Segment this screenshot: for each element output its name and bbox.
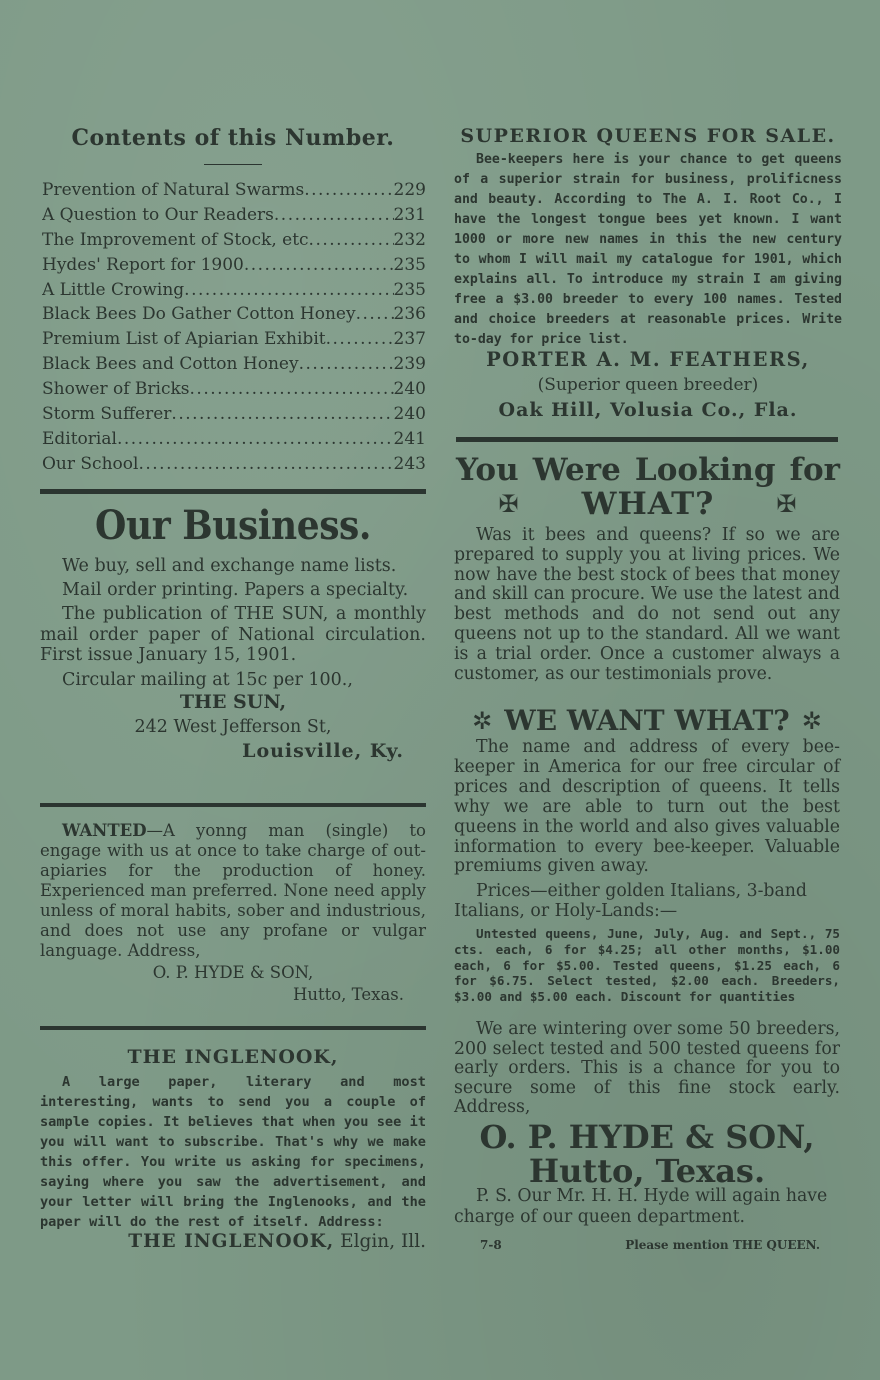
toc-page: 240 <box>393 404 426 425</box>
ornament-icon: ✲ <box>472 706 493 735</box>
toc-title: A Question to Our Readers <box>42 204 274 225</box>
toc-leader <box>244 253 394 278</box>
toc-row <box>42 228 426 253</box>
hyde-city: Hutto, Texas. <box>528 1152 766 1190</box>
inglenook-city: Elgin, Ill. <box>340 1231 426 1252</box>
page-footer <box>480 1238 820 1252</box>
hyde-address <box>454 1120 840 1188</box>
toc-title: Hydes' Report for 1900 <box>42 254 244 275</box>
table-of-contents <box>42 178 426 477</box>
business-city: Louisville, Ky. <box>242 740 404 762</box>
toc-row <box>42 427 426 452</box>
divider <box>40 803 426 807</box>
toc-title: Premium List of Apiarian Exhibit <box>42 329 326 350</box>
footer-left: 7-8 <box>480 1238 502 1252</box>
inglenook-ad <box>40 1072 426 1232</box>
toc-title: A Little Crowing <box>42 279 185 300</box>
toc-row <box>42 302 426 327</box>
divider <box>456 437 838 442</box>
toc-leader <box>356 302 394 327</box>
postscript-text: P. S. Our Mr. H. H. Hyde will again have charge of our queen department. <box>454 1186 828 1227</box>
toc-row <box>42 178 426 203</box>
toc-row <box>42 327 426 352</box>
inglenook-address <box>40 1231 426 1252</box>
toc-title: Storm Sufferer <box>42 404 172 425</box>
business-street: 242 West Jefferson St, <box>134 716 332 737</box>
toc-page: 235 <box>393 254 426 275</box>
business-title: Our Business. <box>95 502 371 549</box>
toc-page: 243 <box>393 453 426 474</box>
divider <box>40 489 426 494</box>
postscript <box>454 1186 840 1228</box>
business-paragraph: We buy, sell and exchange name lists. <box>62 556 397 576</box>
wanted-ad <box>40 821 426 1005</box>
toc-row <box>42 377 426 402</box>
toc-leader <box>326 327 394 352</box>
toc-row <box>42 402 426 427</box>
divider <box>40 1026 426 1030</box>
toc-row <box>42 352 426 377</box>
toc-title: Black Bees and Cotton Honey <box>42 354 299 375</box>
want-text: The name and address of every bee-keeper in America for our free circular of prices and description of queens. It tells why we are able to turn out the best queens in the world and also gives valuable information to every bee-keeper. Valuable premiums given away. <box>454 737 840 877</box>
wanted-name: O. P. HYDE & SON, <box>152 963 314 982</box>
contents-title: Contents of this Number. <box>71 125 395 151</box>
toc-title: Shower of Bricks <box>42 379 190 400</box>
looking-section <box>454 526 840 684</box>
toc-page: 235 <box>393 279 426 300</box>
toc-leader <box>138 452 393 477</box>
winter-section <box>454 1020 840 1118</box>
ornament-icon: ✠ <box>498 490 520 518</box>
business-section <box>40 556 426 762</box>
superior-text: Bee-keepers here is your chance to get queens of a superior strain for business, prolificness and beauty. According to The A. I. Root Co., I have the longest tongue bees yet known. I want 1000 or more new names in this the new century to whom I will mail my catalogue for 1901, which explains all. To introduce my strain I am giving free a $3.00 breeder to every 100 names. Tested and choice breeders at reasonable prices. Write to-day for price list. <box>454 152 842 347</box>
ornament-icon: ✠ <box>776 490 798 518</box>
toc-page: 237 <box>393 329 426 350</box>
prices-intro <box>454 882 840 921</box>
what-text: WHAT? <box>581 486 715 522</box>
wanted-city: Hutto, Texas. <box>292 985 404 1004</box>
ornament-icon: ✲ <box>801 706 822 735</box>
business-name: THE SUN, <box>179 691 287 713</box>
toc-page: 231 <box>393 204 426 225</box>
superior-address: Oak Hill, Volusia Co., Fla. <box>498 399 798 421</box>
toc-leader <box>274 203 394 228</box>
looking-word: You <box>456 452 519 488</box>
wanted-lead: WANTED <box>62 821 147 840</box>
inglenook-name: THE INGLENOOK, <box>128 1231 335 1252</box>
toc-leader <box>117 427 394 452</box>
looking-word: Were <box>532 452 621 488</box>
business-paragraph: Mail order printing. Papers a specialty. <box>62 579 409 600</box>
superior-name: PORTER A. M. FEATHERS, <box>486 348 810 371</box>
superior-title: SUPERIOR QUEENS FOR SALE. <box>460 125 836 147</box>
toc-page: 232 <box>393 229 426 250</box>
toc-page: 236 <box>393 304 426 325</box>
want-heading <box>454 704 840 737</box>
prices-intro-text: Prices—either golden Italians, 3-band Italians, or Holy-Lands:— <box>454 881 807 921</box>
toc-title: Editorial <box>42 428 117 449</box>
toc-page: 240 <box>393 379 426 400</box>
toc-leader <box>184 278 393 303</box>
want-title: WE WANT WHAT? <box>504 704 790 737</box>
wanted-text: —A yonng man (single) to engage with us at once to take charge of out-apiaries for the production of honey. Experienced man preferred. None need apply unless of moral habits, sober and industrious, and does not use any profane or vulgar language. Address, <box>40 821 426 960</box>
looking-text: Was it bees and queens? If so we are prepared to supply you at living prices. We now have the best stock of bees that money and skill can procure. We use the latest and best methods and do not send out any queens not up to the standard. All we want is a trial order. Once a customer always a customer, as our testimonials prove. <box>454 525 840 684</box>
divider <box>204 164 262 165</box>
inglenook-text: A large paper, literary and most interesting, wants to send you a couple of sample copies. It believes that when you see it you will want to subscribe. That's why we make this offer. You write us asking for specimens, saying where you saw the advertisement, and your letter will bring the Inglenooks, and the paper will do the rest of itself. Address: <box>40 1074 426 1230</box>
toc-leader <box>171 402 393 427</box>
toc-title: The Improvement of Stock, etc <box>42 229 309 250</box>
toc-title: Black Bees Do Gather Cotton Honey <box>42 304 356 325</box>
want-section <box>454 738 840 877</box>
toc-row <box>42 278 426 303</box>
business-paragraph: The publication of THE SUN, a monthly mail order paper of National circulation. First issue January 15, 1901. <box>40 604 426 665</box>
toc-page: 229 <box>393 180 426 200</box>
toc-page: 241 <box>393 428 426 449</box>
price-list <box>454 926 840 1005</box>
looking-word: Looking <box>634 452 776 488</box>
toc-leader <box>299 352 394 377</box>
inglenook-title: THE INGLENOOK, <box>127 1046 339 1068</box>
footer-right: Please mention THE QUEEN. <box>625 1238 820 1252</box>
looking-word: for <box>789 452 840 488</box>
toc-leader <box>309 228 394 253</box>
toc-title: Prevention of Natural Swarms <box>42 180 305 200</box>
toc-leader <box>190 377 394 402</box>
looking-title <box>456 452 840 488</box>
toc-row <box>42 253 426 278</box>
business-paragraph: Circular mailing at 15c per 100., <box>62 669 353 690</box>
superior-ad <box>454 150 842 350</box>
toc-leader <box>304 178 393 203</box>
price-list-text: Untested queens, June, July, Aug. and Sept., 75 cts. each, 6 for $4.25; all other months, $1.00 each, 6 for $5.00. Tested queens, $1.25 each, 6 for $6.75. Select tested, $2.00 each. Breeders, $3.00 and $5.00 each. Discount for quantities <box>454 926 840 1005</box>
superior-subtitle: (Superior queen breeder) <box>537 375 759 395</box>
hyde-name: O. P. HYDE & SON, <box>479 1118 815 1156</box>
toc-title: Our School <box>42 453 139 474</box>
toc-row <box>42 452 426 477</box>
winter-text: We are wintering over some 50 breeders, 200 select tested and 500 tested queens for early orders. This is a chance for you to secure some of this fine stock early. Address, <box>454 1019 840 1117</box>
toc-page: 239 <box>393 354 426 375</box>
toc-row <box>42 203 426 228</box>
what-heading <box>456 486 840 522</box>
